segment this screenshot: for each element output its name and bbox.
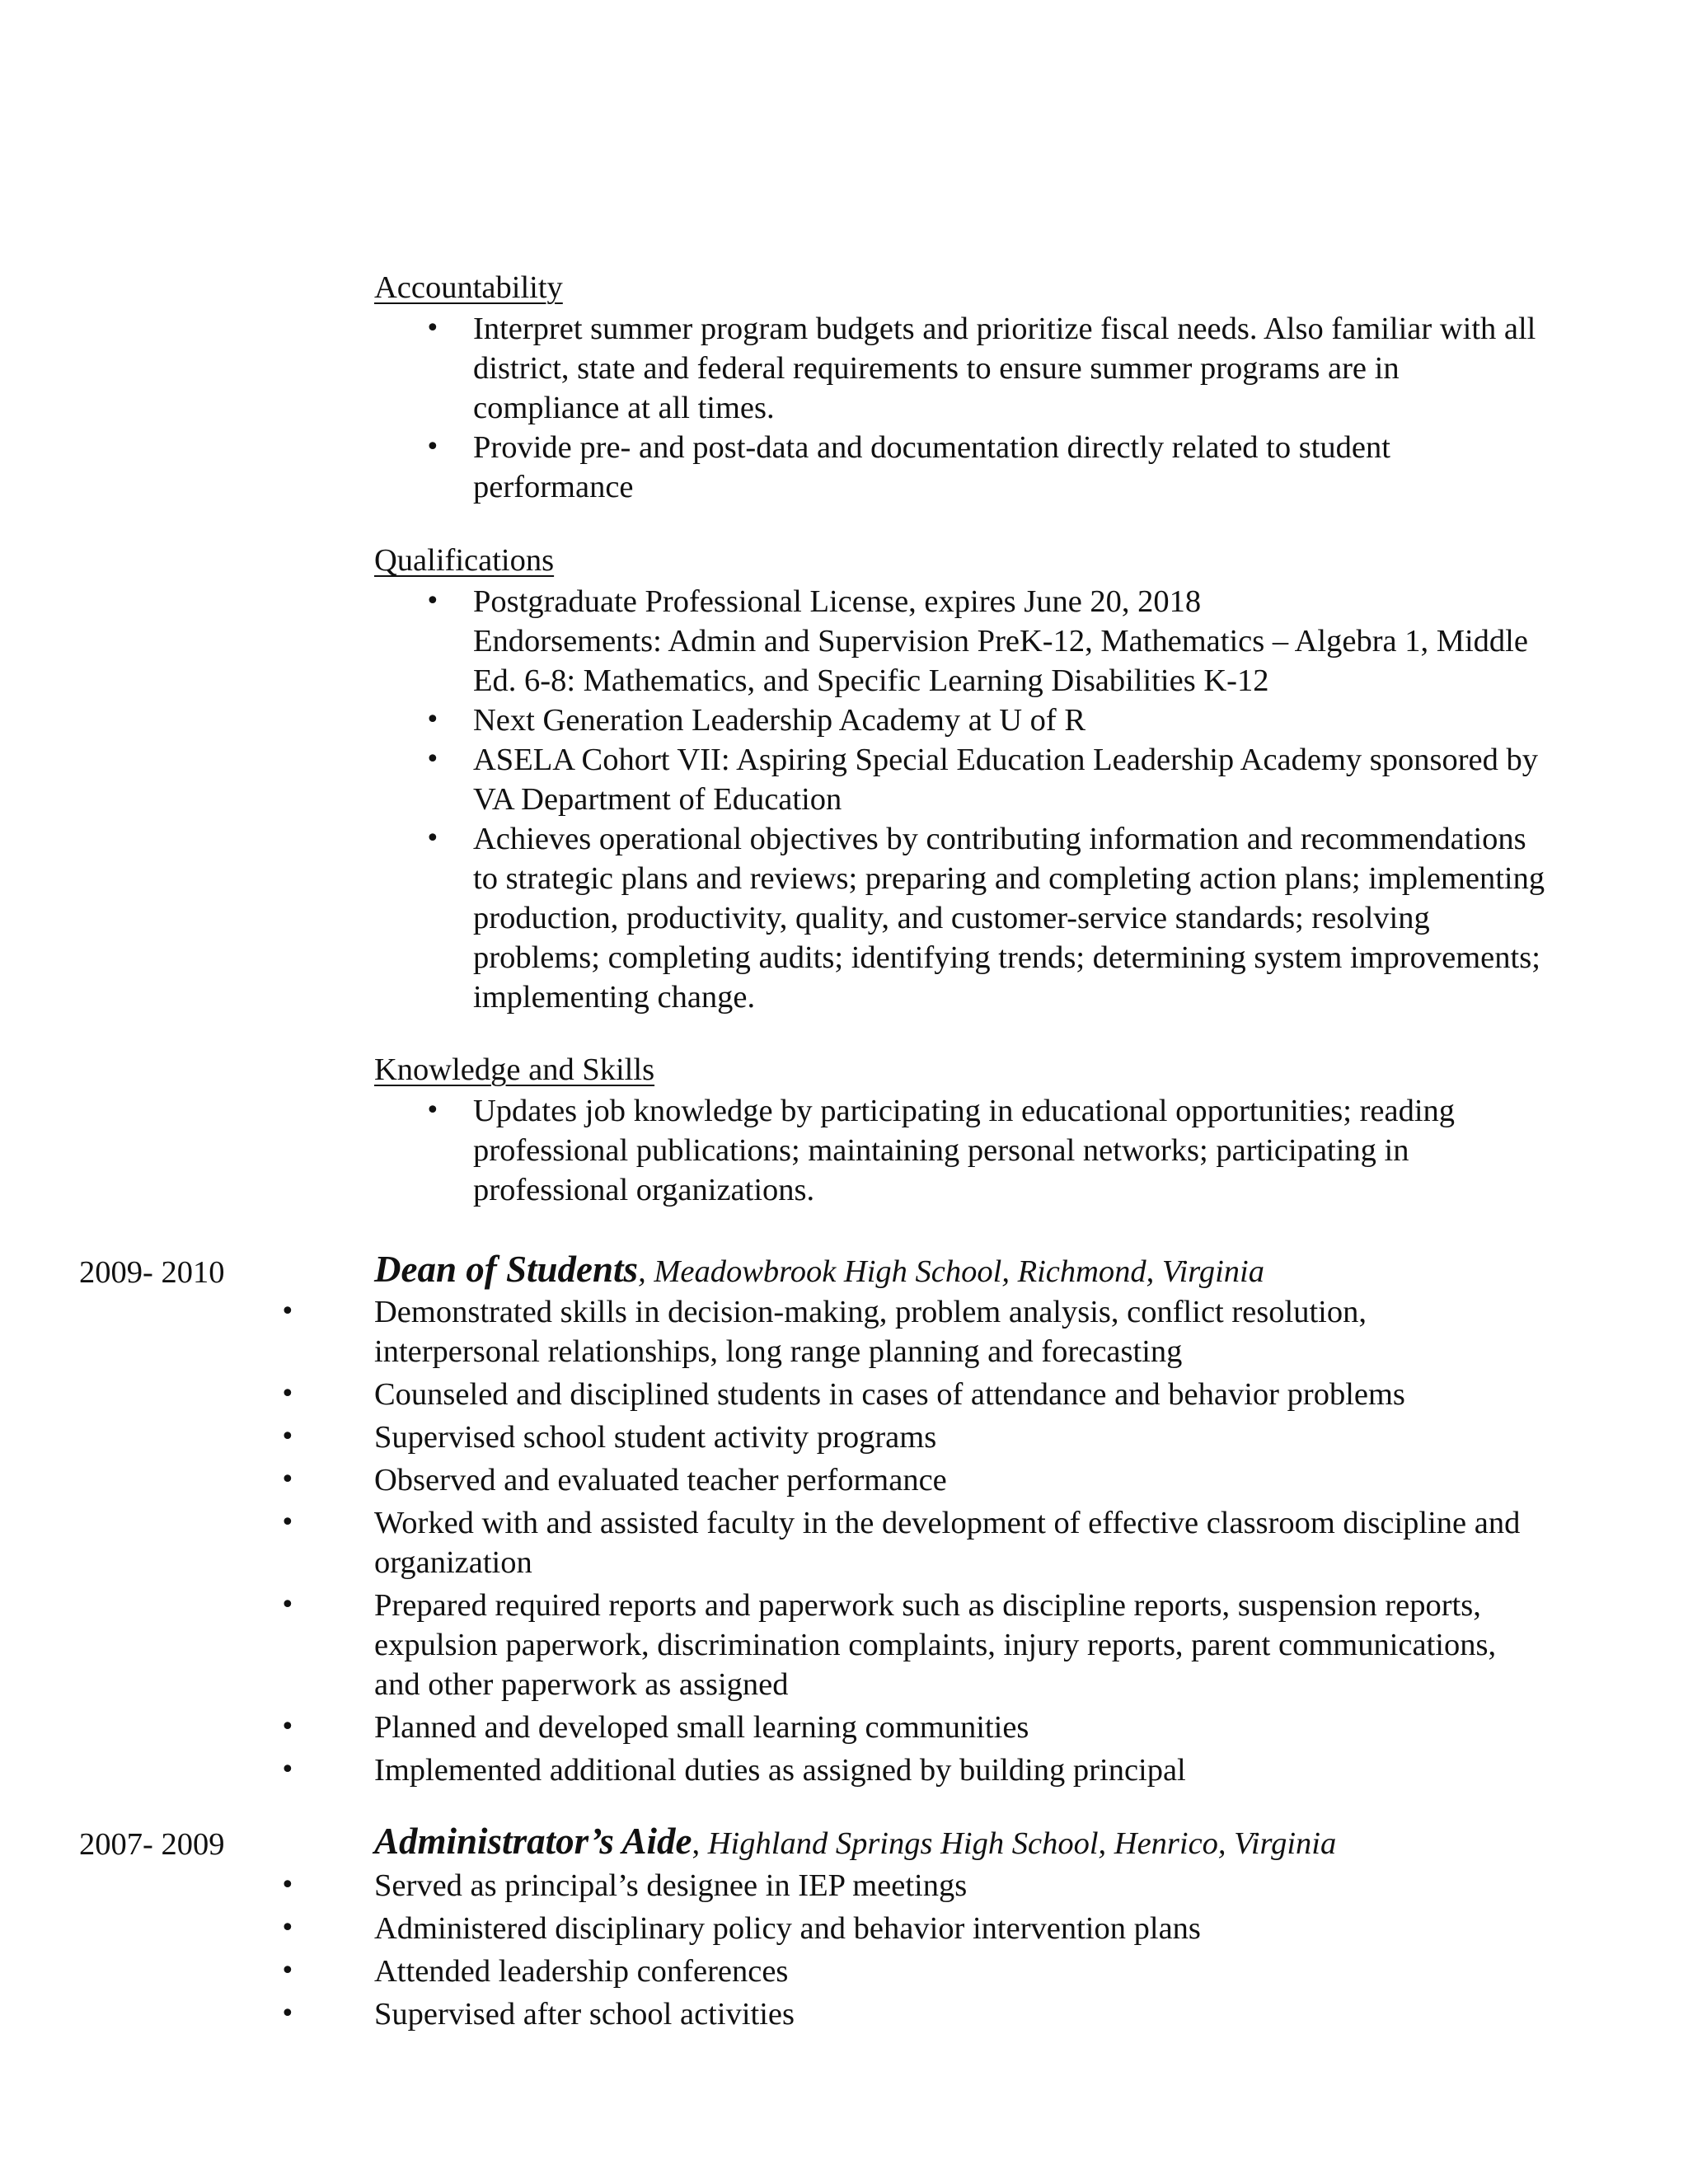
list-item: • Next Generation Leadership Academy at U of R xyxy=(374,701,1545,740)
section-heading-knowledge: Knowledge and Skills xyxy=(374,1052,655,1087)
list-item: • Achieves operational objectives by contributing information and recommendations to strategic plans and reviews; preparing and completing action plans; implementing production, productivity, quality, and customer-service standards; resolving problems; completing audits; identifying trends; determining system improvements; implementing change. xyxy=(374,819,1553,1017)
list-item: • Counseled and disciplined students in cases of attendance and behavior problems xyxy=(275,1375,1545,1414)
license-line: • Postgraduate Professional License, expires June 20, 2018 xyxy=(473,584,1202,619)
accountability-list xyxy=(374,309,1545,507)
job-duties-list xyxy=(275,1866,1545,2034)
job-dates: 2007- 2009 xyxy=(79,1827,225,1862)
list-item: • Observed and evaluated teacher performance xyxy=(275,1460,1545,1500)
accountability-section xyxy=(374,268,1545,507)
list-item: • Administered disciplinary policy and behavior intervention plans xyxy=(275,1909,1545,1948)
list-item: • Provide pre- and post-data and documentation directly related to student performance xyxy=(374,428,1545,507)
job-heading xyxy=(374,1821,1336,1863)
list-item: • Planned and developed small learning communities xyxy=(275,1708,1545,1747)
job-employer: , Meadowbrook High School, Richmond, Virginia xyxy=(638,1254,1264,1289)
list-item: • Attended leadership conferences xyxy=(275,1952,1545,1991)
job-title: Dean of Students xyxy=(374,1249,639,1290)
job-employer: Highland Springs High School, Henrico, Virginia xyxy=(707,1826,1337,1861)
list-item: • Supervised school student activity programs xyxy=(275,1418,1545,1457)
list-item: • Supervised after school activities xyxy=(275,1994,1545,2034)
list-item: • ASELA Cohort VII: Aspiring Special Education Leadership Academy sponsored by VA Department of Education xyxy=(374,740,1545,819)
list-item: • Worked with and assisted faculty in the development of effective classroom discipline and organization xyxy=(275,1503,1545,1582)
qualifications-section xyxy=(374,541,1545,1017)
job-duties-list xyxy=(275,1292,1545,1790)
endorsements-line: Endorsements: Admin and Supervision PreK-12, Mathematics – Algebra 1, Middle Ed. 6-8: Mathematics, and Specific Learning Disabilities K-12 xyxy=(473,624,1528,698)
list-item: • Implemented additional duties as assigned by building principal xyxy=(275,1750,1545,1790)
job-heading xyxy=(374,1249,1264,1291)
job-duties xyxy=(275,1292,1545,1790)
section-heading-qualifications: Qualifications xyxy=(374,543,555,578)
job-duties xyxy=(275,1866,1545,2034)
list-item: • Interpret summer program budgets and prioritize fiscal needs. Also familiar with all district, state and federal requirements to ensure summer programs are in compliance at all times. xyxy=(374,309,1545,428)
list-item: • Updates job knowledge by participating in educational opportunities; reading professional publications; maintaining personal networks; participating in professional organizations. xyxy=(374,1091,1545,1210)
list-item: • Served as principal’s designee in IEP meetings xyxy=(275,1866,1545,1905)
list-item: • Prepared required reports and paperwork such as discipline reports, suspension reports, expulsion paperwork, discrimination complaints, injury reports, parent communications, and other paperwork as assigned xyxy=(275,1586,1545,1704)
job-title: Administrator’s Aide xyxy=(374,1821,692,1862)
list-item xyxy=(374,582,1545,701)
list-item: • Demonstrated skills in decision-making, problem analysis, conflict resolution, interpersonal relationships, long range planning and forecasting xyxy=(275,1292,1413,1371)
qualifications-list xyxy=(374,582,1545,1017)
knowledge-section xyxy=(374,1050,1545,1210)
job-dates: 2009- 2010 xyxy=(79,1255,225,1290)
knowledge-list xyxy=(374,1091,1545,1210)
job-employer-separator: , xyxy=(692,1826,708,1861)
section-heading-accountability: Accountability xyxy=(374,270,563,305)
